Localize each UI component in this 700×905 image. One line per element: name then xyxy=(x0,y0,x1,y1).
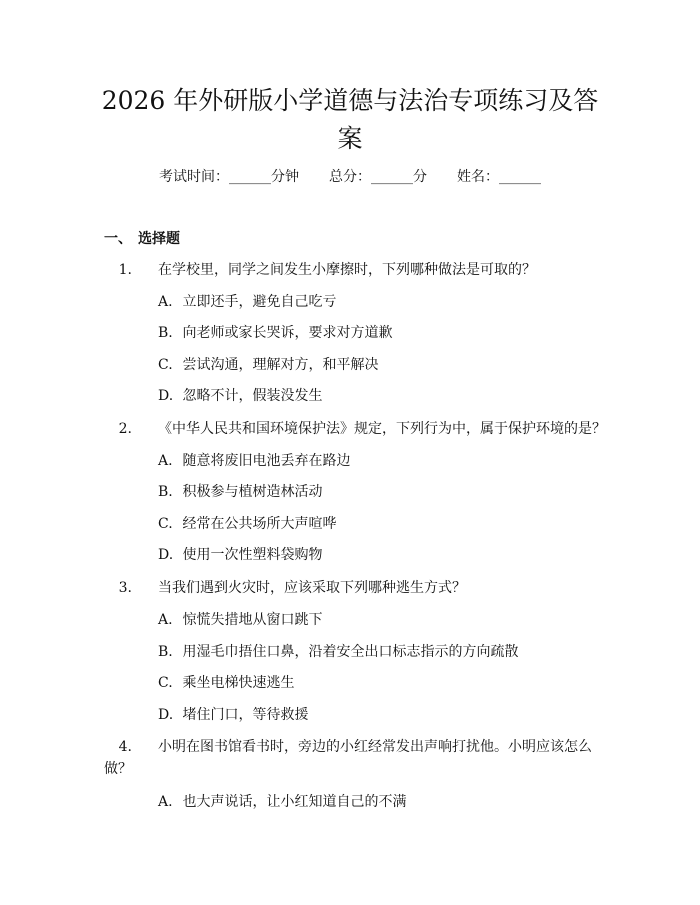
question-text: 《中华人民共和国环境保护法》规定，下列行为中，属于保护环境的是？ xyxy=(158,421,606,437)
option-label: D. xyxy=(158,547,174,563)
exam-meta-line xyxy=(0,167,700,187)
option-text: 尝试沟通，理解对方，和平解决 xyxy=(182,357,379,373)
option-label: A. xyxy=(158,612,173,628)
question-3 xyxy=(104,577,604,599)
document-title: 2026 年外研版小学道德与法治专项练习及答案 xyxy=(101,86,599,153)
question-text: 在学校里，同学之间发生小摩擦时，下列哪种做法是可取的？ xyxy=(158,262,536,278)
option-label: D. xyxy=(158,388,174,404)
question-number: 3. xyxy=(118,580,132,596)
option-text: 惊慌失措地从窗口跳下 xyxy=(182,612,323,628)
question-2-option-d xyxy=(158,545,322,565)
option-label: B. xyxy=(158,644,173,660)
option-text: 乘坐电梯快速逃生 xyxy=(182,675,295,691)
question-text: 当我们遇到火灾时，应该采取下列哪种逃生方式？ xyxy=(158,580,466,596)
question-number: 2. xyxy=(118,421,132,437)
question-1-option-c xyxy=(158,355,378,375)
option-label: B. xyxy=(158,325,173,341)
option-label: C. xyxy=(158,675,173,691)
option-text: 也大声说话，让小红知道自己的不满 xyxy=(182,794,407,810)
question-1-option-d xyxy=(158,386,322,406)
question-number: 1. xyxy=(118,262,132,278)
question-3-option-b xyxy=(158,642,518,662)
option-label: C. xyxy=(158,516,173,532)
section-title: 选择题 xyxy=(138,231,180,247)
option-text: 随意将废旧电池丢弃在路边 xyxy=(182,453,351,469)
option-text: 积极参与植树造林活动 xyxy=(182,484,323,500)
total-score-field: 总分：______分 xyxy=(329,169,427,185)
question-text: 小明在图书馆看书时，旁边的小红经常发出声响打扰他。小明应该怎么做？ xyxy=(104,739,592,777)
option-label: A. xyxy=(158,453,173,469)
section-number: 一、 xyxy=(104,231,132,247)
option-text: 使用一次性塑料袋购物 xyxy=(182,547,323,563)
option-label: D. xyxy=(158,707,174,723)
option-text: 用湿毛巾捂住口鼻，沿着安全出口标志指示的方向疏散 xyxy=(182,644,519,660)
name-field: 姓名：______ xyxy=(457,169,541,185)
option-label: B. xyxy=(158,484,173,500)
question-1-option-b xyxy=(158,323,392,343)
question-1-option-a xyxy=(158,292,336,312)
option-text: 向老师或家长哭诉，要求对方道歉 xyxy=(182,325,393,341)
option-label: A. xyxy=(158,294,173,310)
section-heading xyxy=(104,229,180,249)
question-2-option-c xyxy=(158,514,336,534)
question-3-option-d xyxy=(158,705,308,725)
question-2-option-a xyxy=(158,451,350,471)
option-text: 忽略不计，假装没发生 xyxy=(182,388,323,404)
option-label: C. xyxy=(158,357,173,373)
exam-time-field: 考试时间：______分钟 xyxy=(159,169,299,185)
option-label: A. xyxy=(158,794,173,810)
question-4-option-a xyxy=(158,792,406,812)
option-text: 堵住门口，等待救援 xyxy=(182,707,309,723)
question-2 xyxy=(104,418,624,440)
option-text: 经常在公共场所大声喧哗 xyxy=(182,516,337,532)
question-2-option-b xyxy=(158,482,322,502)
question-4 xyxy=(104,736,604,780)
question-number: 4. xyxy=(118,739,132,755)
question-1 xyxy=(104,259,604,281)
question-3-option-c xyxy=(158,673,294,693)
option-text: 立即还手，避免自己吃亏 xyxy=(182,294,337,310)
question-3-option-a xyxy=(158,610,322,630)
